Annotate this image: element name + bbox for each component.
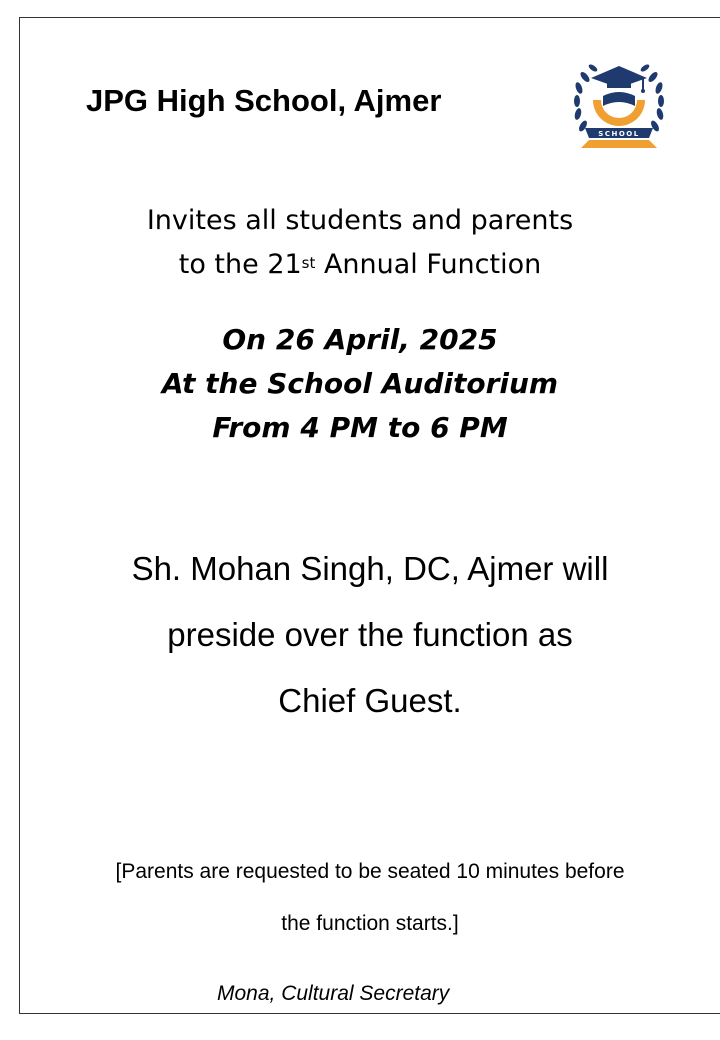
invitation-text bbox=[60, 199, 660, 287]
invitation-line-2-suffix: Annual Function bbox=[315, 249, 542, 280]
school-logo bbox=[563, 48, 675, 160]
chief-guest-line-3: Chief Guest. bbox=[278, 682, 462, 719]
invitation-line-1: Invites all students and parents bbox=[146, 205, 574, 236]
event-date: On 26 April, 2025 bbox=[222, 323, 498, 356]
chief-guest-line-1: Sh. Mohan Singh, DC, Ajmer will bbox=[131, 550, 609, 587]
event-details bbox=[60, 318, 660, 450]
seating-note-line-2: the function starts.] bbox=[281, 912, 459, 935]
chief-guest-text bbox=[60, 536, 680, 734]
event-venue: At the School Auditorium bbox=[161, 367, 559, 400]
seating-note-line-1: [Parents are requested to be seated 10 minutes before bbox=[115, 860, 625, 883]
signature: Mona, Cultural Secretary bbox=[217, 982, 450, 1005]
event-time: From 4 PM to 6 PM bbox=[212, 411, 508, 444]
invitation-line-2-superscript: st bbox=[301, 254, 316, 272]
school-logo-icon bbox=[563, 48, 675, 160]
invitation-line-2 bbox=[60, 243, 660, 287]
seating-note bbox=[60, 846, 680, 950]
logo-text: SCHOOL bbox=[598, 130, 640, 138]
chief-guest-line-2: preside over the function as bbox=[167, 616, 573, 653]
invitation-line-2-prefix: to the 21 bbox=[178, 249, 302, 280]
school-name: JPG High School, Ajmer bbox=[86, 83, 442, 118]
